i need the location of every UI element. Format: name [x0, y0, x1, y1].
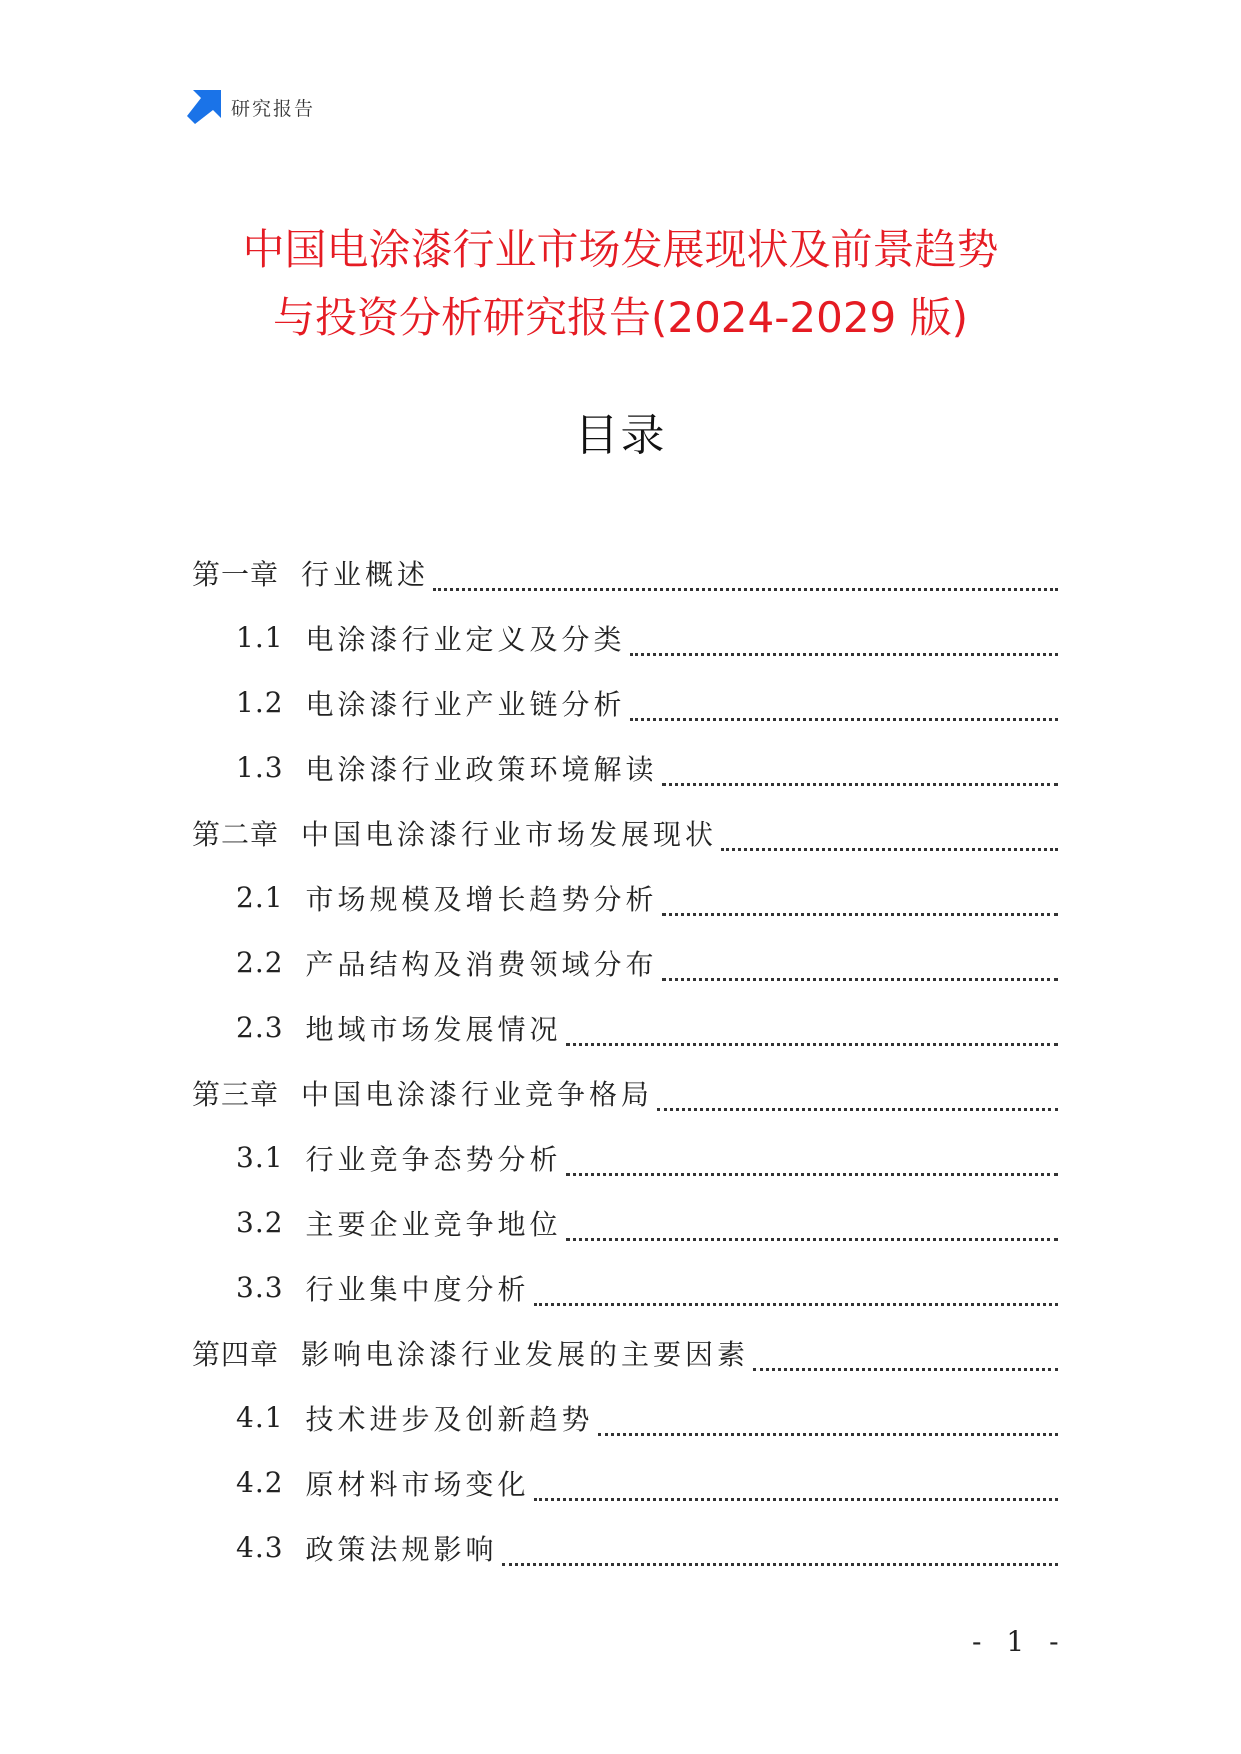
toc-entry-text: 中国电涂漆行业市场发展现状	[301, 817, 718, 851]
toc-entry-number: 2.3	[236, 1011, 284, 1044]
dot-leader	[630, 629, 1058, 656]
toc-entry-number: 2.2	[236, 946, 284, 979]
title-line-1: 中国电涂漆行业市场发展现状及前景趋势	[242, 225, 999, 274]
dot-leader	[721, 824, 1058, 851]
report-header	[187, 90, 315, 124]
toc-entry-text: 政策法规影响	[305, 1532, 498, 1566]
title-line-2: 与投资分析研究报告(2024-2029 版)	[272, 293, 969, 342]
dot-leader	[534, 1474, 1058, 1501]
toc-entry-text: 技术进步及创新趋势	[305, 1402, 594, 1436]
dot-leader	[753, 1344, 1058, 1371]
toc-entry-text: 电涂漆行业定义及分类	[305, 622, 626, 656]
toc-entry-text: 影响电涂漆行业发展的主要因素	[301, 1337, 750, 1371]
toc-entry-text: 原材料市场变化	[305, 1467, 530, 1501]
arrow-up-right-icon	[187, 90, 221, 124]
toc-entry-number: 3.3	[236, 1271, 284, 1304]
toc-entry-text: 地域市场发展情况	[305, 1012, 562, 1046]
toc-section-4-1[interactable]	[192, 1385, 1058, 1450]
report-title	[0, 216, 1241, 352]
dot-leader	[566, 1149, 1058, 1176]
toc-section-1-1[interactable]	[192, 605, 1058, 670]
page-number: - 1 -	[972, 1625, 1067, 1658]
dot-leader	[534, 1279, 1058, 1306]
toc-chapter-4[interactable]	[192, 1320, 1058, 1385]
toc-section-1-2[interactable]	[192, 670, 1058, 735]
toc-entry-text: 电涂漆行业产业链分析	[305, 687, 626, 721]
toc-section-3-1[interactable]	[192, 1125, 1058, 1190]
toc-chapter-3[interactable]	[192, 1060, 1058, 1125]
dot-leader	[657, 1084, 1058, 1111]
table-of-contents	[192, 540, 1058, 1580]
toc-section-4-2[interactable]	[192, 1450, 1058, 1515]
toc-section-3-3[interactable]	[192, 1255, 1058, 1320]
toc-entry-text: 产品结构及消费领域分布	[305, 947, 658, 981]
toc-entry-number: 1.3	[236, 751, 284, 784]
toc-entry-number: 4.2	[236, 1466, 284, 1499]
header-label: 研究报告	[231, 97, 316, 120]
toc-entry-number: 第三章	[192, 1077, 280, 1111]
dot-leader	[598, 1409, 1058, 1436]
dot-leader	[566, 1019, 1058, 1046]
toc-entry-text: 主要企业竞争地位	[305, 1207, 562, 1241]
dot-leader	[662, 889, 1058, 916]
toc-entry-number: 3.2	[236, 1206, 284, 1239]
toc-entry-text: 行业竞争态势分析	[305, 1142, 562, 1176]
toc-entry-text: 市场规模及增长趋势分析	[305, 882, 658, 916]
dot-leader	[502, 1539, 1058, 1566]
dot-leader	[433, 564, 1058, 591]
toc-chapter-2[interactable]	[192, 800, 1058, 865]
toc-section-2-2[interactable]	[192, 930, 1058, 995]
toc-entry-number: 4.3	[236, 1531, 284, 1564]
toc-section-1-3[interactable]	[192, 735, 1058, 800]
dot-leader	[630, 694, 1058, 721]
toc-entry-text: 电涂漆行业政策环境解读	[305, 752, 658, 786]
toc-entry-number: 第四章	[192, 1337, 280, 1371]
toc-entry-number: 1.1	[236, 621, 284, 654]
toc-section-2-1[interactable]	[192, 865, 1058, 930]
dot-leader	[662, 759, 1058, 786]
toc-entry-text: 行业概述	[301, 557, 430, 591]
toc-heading: 目录	[574, 410, 667, 461]
toc-entry-number: 4.1	[236, 1401, 284, 1434]
toc-entry-text: 行业集中度分析	[305, 1272, 530, 1306]
toc-section-2-3[interactable]	[192, 995, 1058, 1060]
toc-entry-number: 第二章	[192, 817, 280, 851]
toc-entry-number: 第一章	[192, 557, 280, 591]
toc-chapter-1[interactable]	[192, 540, 1058, 605]
toc-section-3-2[interactable]	[192, 1190, 1058, 1255]
toc-entry-number: 3.1	[236, 1141, 284, 1174]
dot-leader	[566, 1214, 1058, 1241]
toc-entry-number: 1.2	[236, 686, 284, 719]
toc-entry-number: 2.1	[236, 881, 284, 914]
toc-entry-text: 中国电涂漆行业竞争格局	[301, 1077, 654, 1111]
toc-section-4-3[interactable]	[192, 1515, 1058, 1580]
dot-leader	[662, 954, 1058, 981]
